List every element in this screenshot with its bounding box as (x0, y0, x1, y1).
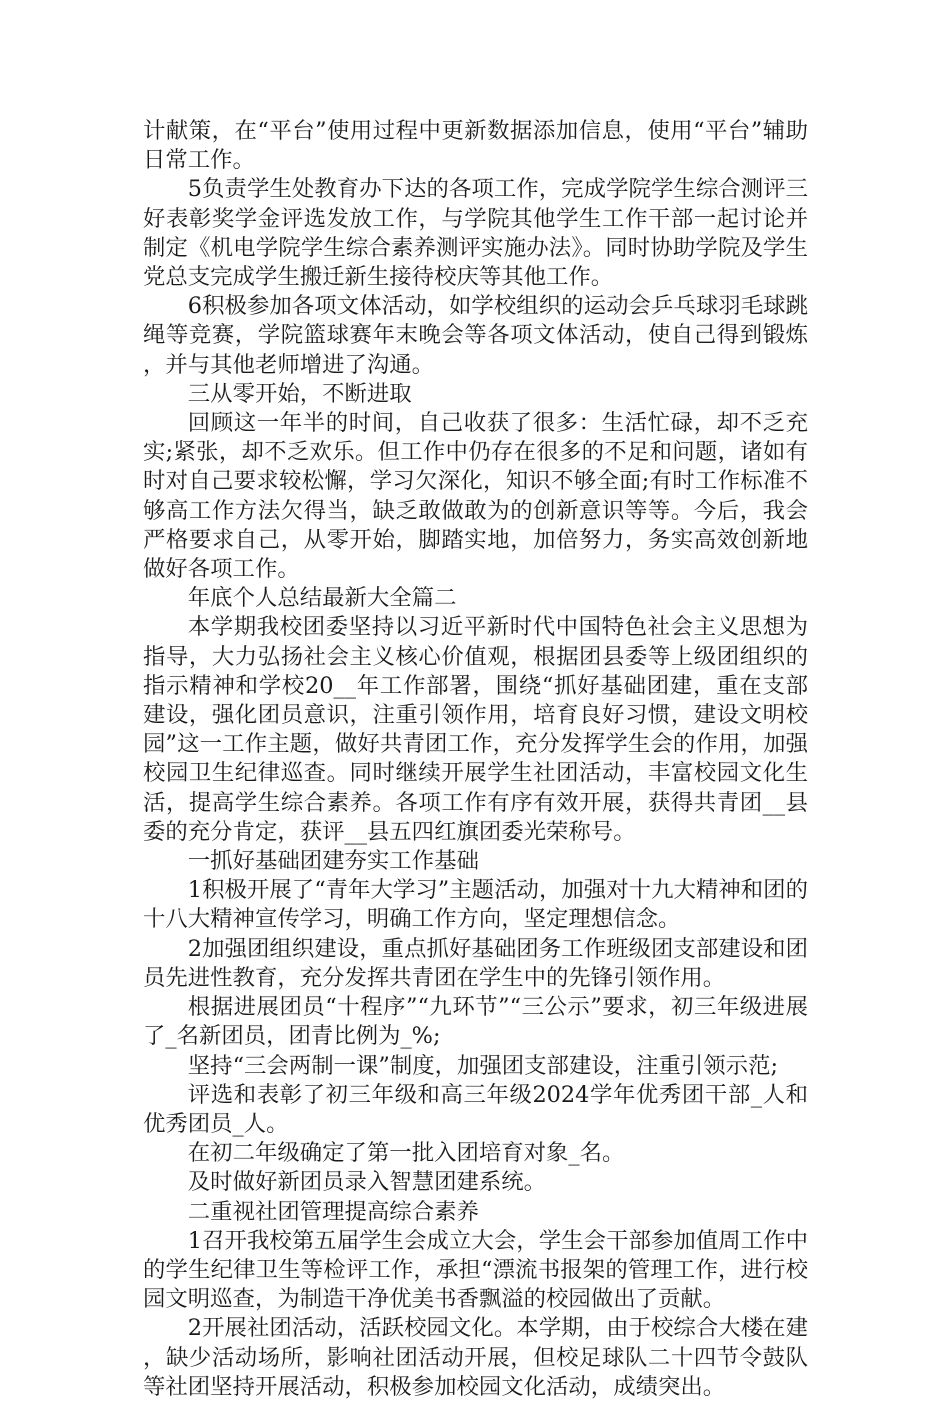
paragraph-item-5: 5负责学生处教育办下达的各项工作，完成学院学生综合测评三好表彰奖学金评选发放工作，与学院其他学生工作干部一起讨论并制定《机电学院学生综合素养测评实施办法》。同时协助学院及学生党总支完成学生搬迁新生接待校庆等其他工作。 (143, 176, 808, 291)
paragraph-continuation: 计献策，在“平台”使用过程中更新数据添加信息，使用“平台”辅助日常工作。 (143, 118, 808, 174)
paragraph-clubs: 2开展社团活动，活跃校园文化。本学期，由于校综合大楼在建，缺少活动场所，影响社团活动开展，但校足球队二十四节令鼓队等社团坚持开展活动，积极参加校园文化活动，成绩突出。 (143, 1315, 808, 1400)
paragraph-registration: 及时做好新团员录入智慧团建系统。 (187, 1169, 547, 1196)
paragraph-candidates: 在初二年级确定了第一批入团培育对象_名。 (187, 1140, 625, 1167)
paragraph-item-6: 6积极参加各项文体活动，如学校组织的运动会乒乓球羽毛球跳绳等竞赛，学院篮球赛年末晚会等各项文体活动，使自己得到锻炼，并与其他老师增进了沟通。 (143, 293, 808, 378)
paragraph-intro: 本学期我校团委坚持以习近平新时代中国特色社会主义思想为指导，大力弘扬社会主义核心价值观，根据团县委等上级团组织的指示精神和学校20__年工作部署，围绕“抓好基础团建，重在支部建设，强化团员意识，注重引领作用，培育良好习惯，建设文明校园”这一工作主题，做好共青团工作，充分发挥学生会的作用，加强校园卫生纪律巡查。同时继续开展学生社团活动，丰富校园文化生活，提高学生综合素养。各项工作有序有效开展，获得共青团__县委的充分肯定，获评__县五四红旗团委光荣称号。 (143, 614, 808, 845)
section-heading-2: 二重视社团管理提高综合素养 (187, 1198, 479, 1225)
paragraph-item-2: 2加强团组织建设，重点抓好基础团务工作班级团支部建设和团员先进性教育，充分发挥共青团在学生中的先锋引领作用。 (143, 935, 808, 991)
paragraph-new-members: 根据进展团员“十程序”“九环节”“三公示”要求，初三年级进展了_名新团员，团青比例为_%; (143, 994, 808, 1050)
paragraph-item-1: 1积极开展了“青年大学习”主题活动，加强对十九大精神和团的十八大精神宣传学习，明确工作方向，坚定理想信念。 (143, 877, 808, 933)
document-body (143, 117, 808, 1402)
paragraph-student-union: 1召开我校第五届学生会成立大会，学生会干部参加值周工作中的学生纪律卫生等检评工作，承担“漂流书报架的管理工作，进行校园文明巡查，为制造干净优美书香飘溢的校园做出了贡献。 (143, 1227, 808, 1313)
section-heading-1: 一抓好基础团建夯实工作基础 (187, 848, 479, 875)
article-title-part-2: 年底个人总结最新大全篇二 (187, 585, 457, 612)
paragraph-system: 坚持“三会两制一课”制度，加强团支部建设，注重引领示范; (187, 1052, 778, 1079)
paragraph-review: 回顾这一年半的时间，自己收获了很多：生活忙碌，却不乏充实;紧张，却不乏欢乐。但工作中仍存在很多的不足和问题，诸如有时对自己要求较松懈，学习欠深化，知识不够全面;有时工作标准不够高工作方法欠得当，缺乏敢做敢为的创新意识等等。今后，我会严格要求自己，从零开始，脚踏实地，加倍努力，务实高效创新地做好各项工作。 (143, 410, 808, 583)
section-heading-3: 三从零开始，不断进取 (187, 380, 412, 407)
paragraph-awards: 评选和表彰了初三年级和高三年级2024学年优秀团干部_人和优秀团员_人。 (143, 1081, 808, 1137)
